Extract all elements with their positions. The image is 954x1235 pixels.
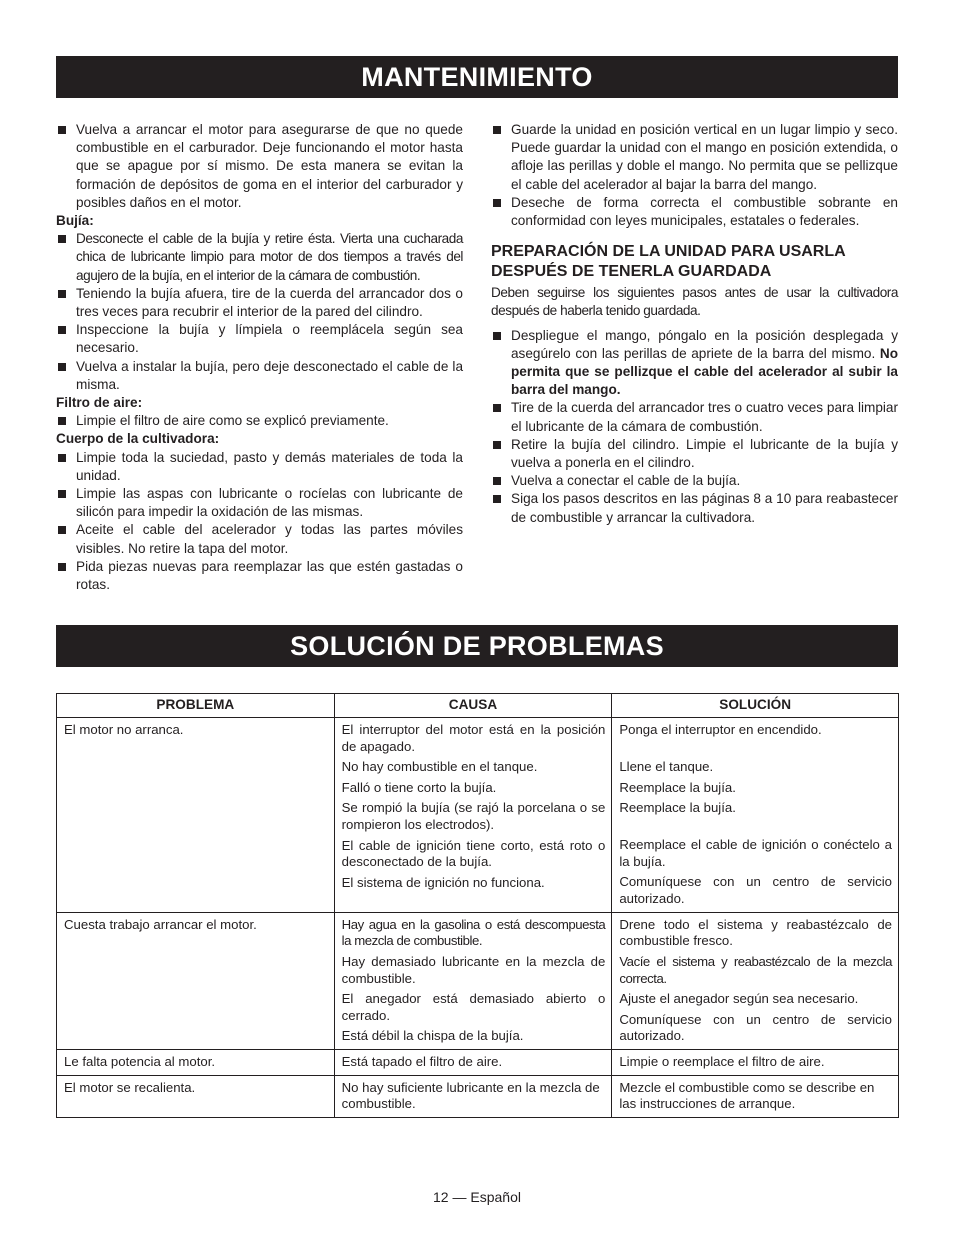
subheading-bujia: Bujía: [56,213,94,229]
list-item: Limpie el filtro de aire como se explicó previamente. [56,412,463,430]
solution-cell: Mezcle el combustible como se describe en las instrucciones de arranque. [612,1075,899,1117]
solution-cell: Limpie o reemplace el filtro de aire. [612,1049,899,1075]
cause-text: Hay demasiado lubricante en la mezcla de combustible. [341,953,606,986]
maintenance-left-column [56,121,463,594]
bullet-list [56,230,463,394]
bullet-list [491,327,898,527]
bullet-list [56,412,463,430]
list-item: Retire la bujía del cilindro. Limpie el lubricante de la bujía y vuelva a ponerla en el cilindro. [491,436,898,472]
subheading-filtro: Filtro de aire: [56,395,143,411]
problem-cell: El motor se recalienta. [57,1075,335,1117]
solution-cell [612,718,899,913]
header-solucion: SOLUCIÓN [612,694,899,718]
solution-text: Llene el tanque. [619,759,714,774]
maintenance-title: MANTENIMIENTO [361,62,593,92]
cause-cell: No hay suficiente lubricante en la mezcla de combustible. [334,1075,612,1117]
cause-text: No hay combustible en el tanque. [341,759,538,775]
table-header-row [57,694,899,718]
prep-heading: PREPARACIÓN DE LA UNIDAD PARA USARLA DESPUÉS DE TENERLA GUARDADA [491,243,846,281]
solution-text: Comuníquese con un centro de servicio autorizado. [619,874,892,906]
cause-cell: Está tapado el filtro de aire. [334,1049,612,1075]
list-item: Deseche de forma correcta el combustible sobrante en conformidad con leyes municipales, estatales o federales. [491,194,898,230]
maintenance-banner [56,56,898,98]
solution-text: Drene todo el sistema y reabastézcalo de combustible fresco. [619,916,892,949]
solution-text: Vacíe el sistema y reabastézcalo de la mezcla correcta. [619,953,892,986]
troubleshooting-banner [56,625,898,667]
cause-text: El sistema de ignición no funciona. [341,874,545,890]
cause-text: Hay agua en la gasolina o está descompuesta la mezcla de combustible. [341,916,606,949]
list-item: Limpie las aspas con lubricante o rocíelas con lubricante de silicón para impedir la oxidación de las mismas. [56,485,463,521]
cause-text: Está débil la chispa de la bujía. [341,1028,524,1044]
cause-text: El interruptor del motor está en la posición de apagado. [341,722,606,754]
table-row [57,718,899,913]
cause-text: Se rompió la bujía (se rajó la porcelana o se rompieron los electrodos). [341,800,606,832]
list-item: Vuelva a instalar la bujía, pero deje desconectado el cable de la misma. [56,358,463,394]
list-item: Teniendo la bujía afuera, tire de la cuerda del arrancador dos o tres veces para recubrir el interior de la pared del cilindro. [56,285,463,321]
list-item: Aceite el cable del acelerador y todas las partes móviles visibles. No retire la tapa del motor. [56,521,463,557]
list-item: Inspeccione la bujía y límpiela o reemplácela según sea necesario. [56,321,463,357]
solution-text: Comuníquese con un centro de servicio autorizado. [619,1011,892,1044]
page-footer: 12 — Español [433,1189,521,1205]
cause-cell [334,718,612,913]
troubleshooting-title: SOLUCIÓN DE PROBLEMAS [290,631,664,661]
problem-cell [57,912,335,1049]
bullet-list [56,121,463,212]
problem-cell: Le falta potencia al motor. [57,1049,335,1075]
header-problema: PROBLEMA [57,694,335,718]
table-row [57,1049,899,1075]
cause-cell [334,912,612,1049]
subheading-cuerpo: Cuerpo de la cultivadora: [56,431,220,447]
solution-text: Ajuste el anegador según sea necesario. [619,991,859,1007]
problem-text: Cuesta trabajo arrancar el motor. [64,916,257,932]
list-item: Tire de la cuerda del arrancador tres o cuatro veces para limpiar el lubricante de la cámara de combustión. [491,399,898,435]
list-item: Guarde la unidad en posición vertical en un lugar limpio y seco. Puede guardar la unidad con el mango en posición extendida, o afloje las perillas y doble el mango. No permita que se pellizque el cable del acelerador al bajar la barra del mango. [491,121,898,194]
list-item-text: Despliegue el mango, póngalo en la posición desplegada y asegúrelo con las perillas de apriete de la barra del mismo. [511,327,898,361]
solution-cell [612,912,899,1049]
cause-text: El cable de ignición tiene corto, está roto o desconectado de la bujía. [341,837,606,870]
list-item: Pida piezas nuevas para reemplazar las que estén gastadas o rotas. [56,558,463,594]
list-item: Limpie toda la suciedad, pasto y demás materiales de toda la unidad. [56,449,463,485]
list-item [491,327,898,400]
table-row [57,1075,899,1117]
list-item: Vuelva a arrancar el motor para asegurarse de que no quede combustible en el carburador. Deje funcionando el motor hasta que se apague por sí mismo. De esta manera se evitan la formación de depósitos de goma en el interior del carburador y posibles daños en el motor. [56,121,463,212]
solution-text: Reemplace la bujía. [619,779,736,795]
problem-cell [57,718,335,913]
bullet-list [491,121,898,230]
header-causa: CAUSA [334,694,612,718]
solution-text: Reemplace el cable de ignición o conéctelo a la bujía. [619,837,892,869]
prep-intro: Deben seguirse los siguientes pasos antes de usar la cultivadora después de haberla tenido guardada. [491,285,898,319]
solution-text: Ponga el interruptor en encendido. [619,722,822,737]
list-item-warning: No permita que se pellizque el cable del acelerador al subir la barra del mango. [511,345,898,398]
cause-text: Falló o tiene corto la bujía. [341,779,497,795]
cause-text: El anegador está demasiado abierto o cerrado. [341,991,606,1023]
list-item: Desconecte el cable de la bujía y retire ésta. Vierta una cucharada chica de lubricante limpio para motor de dos tiempos a través del agujero de la bujía, en el interior de la cámara de combustión. [56,230,463,285]
troubleshooting-table [56,693,899,1118]
maintenance-right-column [491,121,898,527]
list-item: Vuelva a conectar el cable de la bujía. [491,472,898,490]
list-item: Siga los pasos descritos en las páginas 8 a 10 para reabastecer de combustible y arrancar la cultivadora. [491,490,898,526]
problem-text: El motor no arranca. [64,722,184,737]
bullet-list [56,449,463,595]
solution-text: Reemplace la bujía. [619,800,736,816]
table-row [57,912,899,1049]
